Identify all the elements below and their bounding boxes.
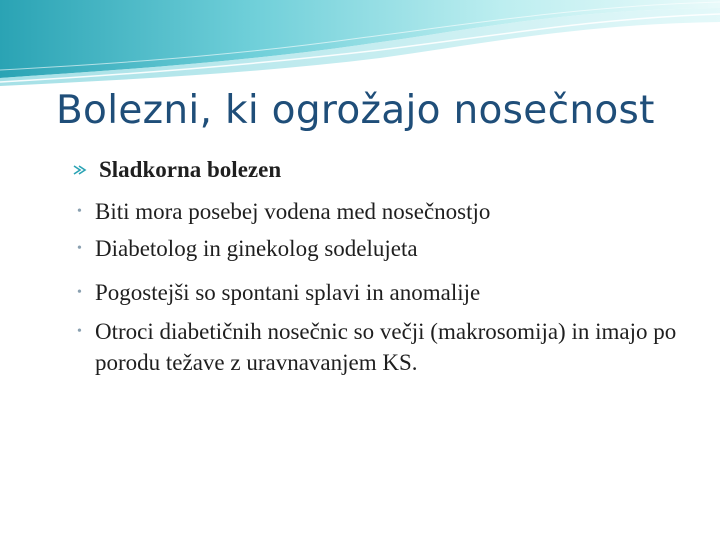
bullet-dot-icon: • — [77, 324, 82, 339]
sub-bullet-text: Diabetolog in ginekolog sodelujeta — [95, 236, 418, 261]
slide-title: Bolezni, ki ogrožajo nosečnost — [56, 88, 655, 133]
sub-bullet-text: Otroci diabetičnih nosečnic so večji (makrosomija) in imajo po porodu težave z uravnavanjem KS. — [95, 319, 677, 375]
sub-bullet — [77, 277, 695, 308]
main-bullet-text: Sladkorna bolezen — [99, 157, 282, 182]
sub-bullet — [77, 196, 695, 227]
arrow-bullet-icon — [72, 163, 96, 177]
sub-bullet — [77, 233, 695, 264]
bullet-dot-icon: • — [77, 204, 82, 219]
sub-bullet-text: Biti mora posebej vodena med nosečnostjo — [95, 199, 491, 224]
sub-bullet-text: Pogostejši so spontani splavi in anomalije — [95, 280, 481, 305]
bullet-dot-icon: • — [77, 285, 82, 300]
bullet-dot-icon: • — [77, 241, 82, 256]
main-bullet — [72, 157, 281, 183]
sub-bullet — [77, 316, 695, 378]
